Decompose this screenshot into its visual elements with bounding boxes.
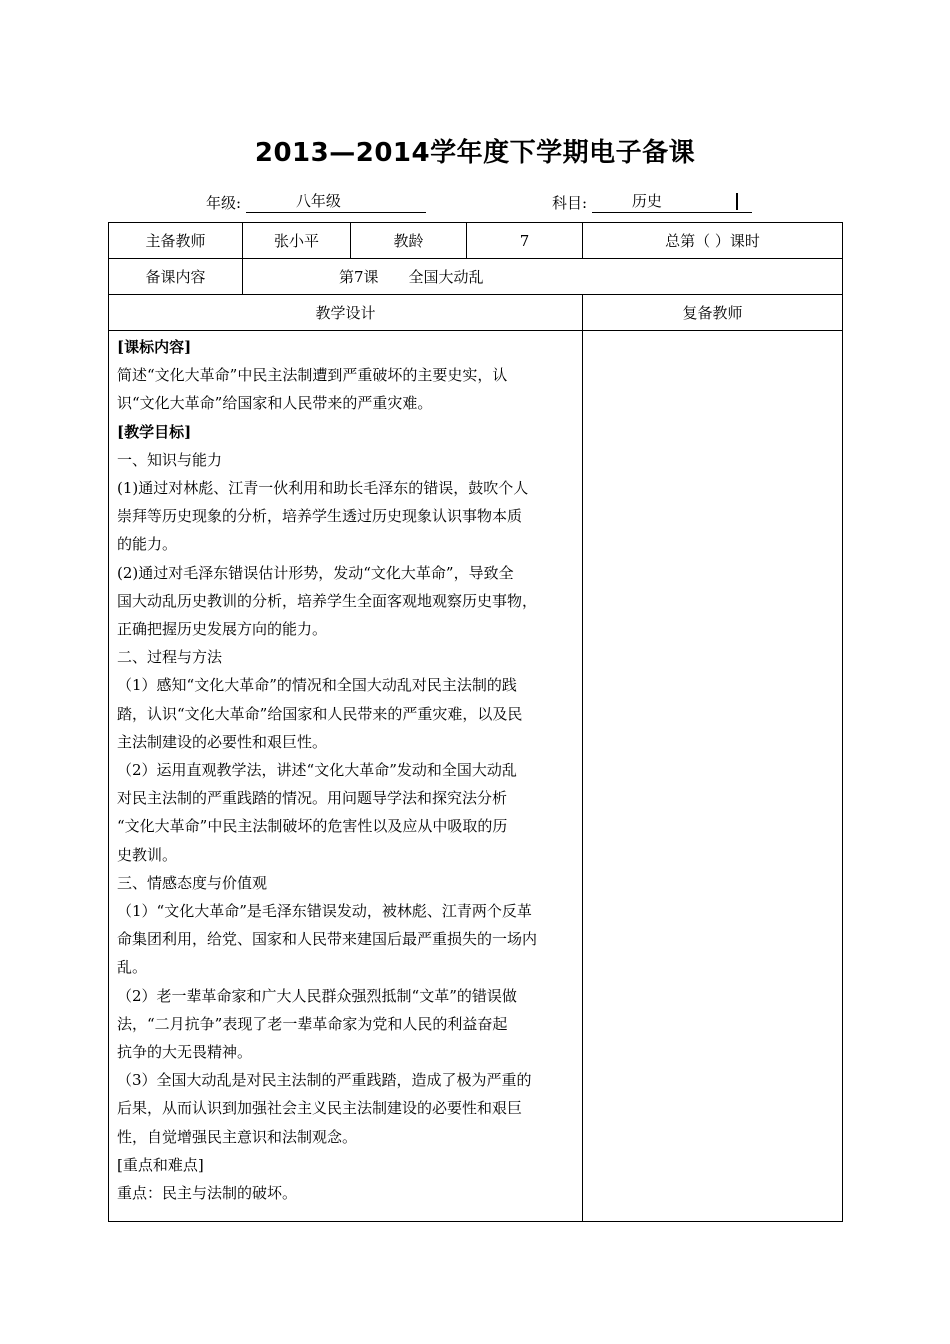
review-header: 复备教师 <box>583 295 843 331</box>
content-line: 识“文化大革命”给国家和人民带来的严重灾难。 <box>117 394 433 413</box>
content-line: 乱。 <box>117 958 148 977</box>
content-line: (2)通过对毛泽东错误估计形势，发动“文化大革命”，导致全 <box>117 563 514 582</box>
section-heading: [教学目标] <box>117 422 192 441</box>
content-line: 命集团利用，给党、国家和人民带来建国后最严重损失的一场内 <box>117 930 538 949</box>
content-line: 性，自觉增强民主意识和法制观念。 <box>117 1127 358 1146</box>
content-line: 对民主法制的严重践踏的情况。用问题导学法和探究法分析 <box>117 789 508 808</box>
design-content <box>117 333 576 1207</box>
subject-label: 科目: <box>552 194 588 212</box>
text-cursor <box>736 193 738 210</box>
content-line: （2）运用直观教学法，讲述“文化大革命”发动和全国大动乱 <box>117 761 517 780</box>
content-line: (1)通过对林彪、江青一伙利用和助长毛泽东的错误，鼓吹个人 <box>117 479 529 498</box>
review-content-cell[interactable] <box>583 331 843 1222</box>
teacher-label: 主备教师 <box>109 223 243 259</box>
content-line: （3）全国大动乱是对民主法制的严重践踏，造成了极为严重的 <box>117 1071 532 1090</box>
content-line: 的能力。 <box>117 535 178 554</box>
content-line: [重点和难点] <box>117 1155 204 1174</box>
lesson-cell[interactable] <box>243 259 843 295</box>
content-line: 正确把握历史发展方向的能力。 <box>117 620 328 639</box>
content-line: “文化大革命”中民主法制破坏的危害性以及应从中吸取的历 <box>117 817 508 836</box>
grade-value[interactable]: 八年级 <box>246 190 426 213</box>
period-label[interactable]: 总第（ ）课时 <box>583 223 843 259</box>
content-line: 国大动乱历史教训的分析，培养学生全面客观地观察历史事物， <box>117 591 538 610</box>
content-line: 崇拜等历史现象的分析，培养学生透过历史现象认识事物本质 <box>117 507 523 526</box>
content-line: 法，“二月抗争”表现了老一辈革命家为党和人民的利益奋起 <box>117 1014 508 1033</box>
section-heading: [课标内容] <box>117 338 192 356</box>
lesson-number: 第7课 <box>339 268 379 286</box>
years-value[interactable]: 7 <box>467 223 583 259</box>
content-line: 一、知识与能力 <box>117 450 223 469</box>
lesson-plan-table <box>108 222 843 1222</box>
content-line: 主法制建设的必要性和艰巨性。 <box>117 732 328 751</box>
content-line: 抗争的大无畏精神。 <box>117 1043 253 1062</box>
content-line: 简述“文化大革命”中民主法制遭到严重破坏的主要史实，认 <box>117 366 508 385</box>
design-header: 教学设计 <box>109 295 583 331</box>
subject-value-wrap[interactable] <box>592 190 752 213</box>
content-line: （1）“文化大革命”是毛泽东错误发动，被林彪、江青两个反革 <box>117 902 532 921</box>
page-title: 2013—2014学年度下学期电子备课 <box>254 138 696 168</box>
grade-label: 年级: <box>206 194 242 212</box>
content-line: 三、情感态度与价值观 <box>117 873 268 892</box>
years-label: 教龄 <box>351 223 467 259</box>
design-content-cell[interactable] <box>109 331 583 1222</box>
content-line: 史教训。 <box>117 845 178 864</box>
content-line: 重点：民主与法制的破坏。 <box>117 1184 298 1203</box>
subject-value: 历史 <box>631 192 662 210</box>
content-line: （1）感知“文化大革命”的情况和全国大动乱对民主法制的践 <box>117 676 517 695</box>
content-line: （2）老一辈革命家和广大人民群众强烈抵制“文革”的错误做 <box>117 986 517 1005</box>
teacher-value[interactable]: 张小平 <box>243 223 351 259</box>
lesson-title: 全国大动乱 <box>408 268 484 286</box>
grade-field <box>206 190 426 212</box>
content-line: 后果，从而认识到加强社会主义民主法制建设的必要性和艰巨 <box>117 1099 523 1118</box>
content-line: 踏，认识“文化大革命”给国家和人民带来的严重灾难，以及民 <box>117 704 523 723</box>
content-line: 二、过程与方法 <box>117 648 223 667</box>
subject-field <box>552 190 752 212</box>
content-label: 备课内容 <box>109 259 243 295</box>
